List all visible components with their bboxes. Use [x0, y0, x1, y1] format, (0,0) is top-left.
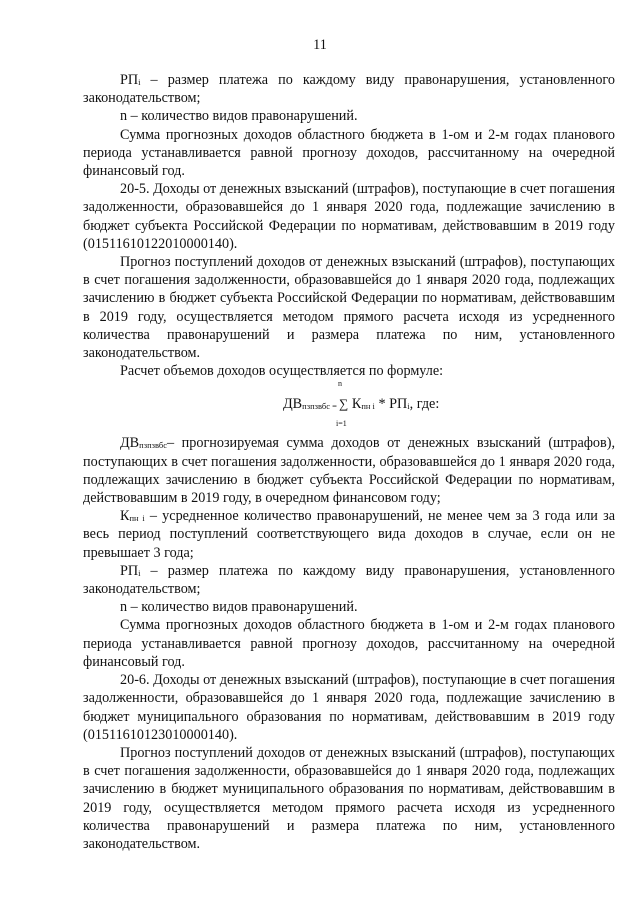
formula-rp: * РП [374, 396, 408, 413]
formula-lhs-subscript: пзпзвбс [302, 401, 330, 412]
rp-definition-text-2: – размер платежа по каждому виду правонарушения, установленного законодательством; [83, 562, 615, 598]
rp-definition-2 [83, 562, 615, 598]
rp-symbol-2: РП [120, 562, 139, 579]
k-definition [83, 507, 615, 562]
sum-upper-limit: n [338, 379, 342, 389]
document-body [83, 71, 615, 853]
forecast-paragraph: Прогноз поступлений доходов от денежных взысканий (штрафов), поступающих в счет погашения задолженности, образовавшейся до 1 января 2020 года, подлежащих зачислению в бюджет субъекта Российской Федерации по нормативам, действовавшим в 2019 году, осуществляется методом прямого расчета исходя из усредненного количества правонарушений и размера платежа по ним, установленного законодательством. [83, 254, 615, 362]
item-20-5: 20-5. Доходы от денежных взысканий (штрафов), поступающие в счет погашения задолженности, образовавшейся до 1 января 2020 года, подлежащие зачислению в бюджет субъекта Российской Федерации по нормативам, действовавшим в 2019 году (01511610122010000140). [83, 181, 615, 252]
formula-expression [283, 395, 439, 413]
rp-symbol: РП [120, 72, 139, 88]
formula-k-subscript: пн i [361, 401, 375, 412]
n-definition: n – количество видов правонарушений. [120, 108, 358, 125]
rp-subscript-2: i [138, 567, 141, 578]
page-number: 11 [313, 37, 327, 53]
calc-paragraph: Расчет объемов доходов осуществляется по формуле: [120, 363, 444, 380]
n-definition-2: n – количество видов правонарушений. [120, 599, 358, 616]
formula-tail: , где: [409, 396, 440, 413]
formula-k: К [348, 396, 362, 413]
formula-rp-subscript: i [407, 401, 410, 412]
dv-definition [83, 434, 615, 507]
dv-subscript: пзпзвбс [139, 440, 167, 451]
k-definition-text: – усредненное количество правонарушений, не менее чем за 3 года или за весь период поступлений соответствующего вида доходов в случае, если он не превышает 3 года; [83, 508, 615, 561]
formula-lhs: ДВ [283, 396, 303, 413]
rp-definition [83, 71, 615, 107]
sum-paragraph: Сумма прогнозных доходов областного бюджета в 1-ом и 2-м годах планового периода устанавливается равной прогнозу доходов, рассчитанному на очередной финансовый год. [83, 126, 615, 180]
k-symbol: К [120, 508, 130, 525]
forecast-paragraph-2: Прогноз поступлений доходов от денежных взысканий (штрафов), поступающих в счет погашения задолженности, образовавшейся до 1 января 2020 года, подлежащих зачислению в бюджет муниципального образования по нормативам, действовавшим в 2019 году, осуществляется методом прямого расчета исходя из усредненного количества правонарушений и размера платежа по ним, установленного законодательством. [83, 744, 615, 852]
formula [83, 380, 615, 434]
formula-equals: = [329, 401, 340, 412]
rp-subscript: i [138, 77, 141, 87]
rp-definition-text: – размер платежа по каждому виду правонарушения, установленного законодательством; [83, 72, 615, 107]
dv-symbol: ДВ [120, 435, 140, 452]
k-subscript: пн i [129, 513, 145, 524]
sum-lower-limit: i=1 [336, 419, 347, 429]
sigma-symbol: ∑ [339, 396, 349, 412]
sum-paragraph-2: Сумма прогнозных доходов областного бюджета в 1-ом и 2-м годах планового периода устанавливается равной прогнозу доходов, рассчитанному на очередной финансовый год. [83, 617, 615, 670]
dv-definition-text: – прогнозируемая сумма доходов от денежных взысканий (штрафов), поступающих в счет погашения задолженности, образовавшейся до 1 января 2020 года, подлежащих зачислению в бюджет субъекта Российской Федерации по нормативам, действовавшим в 2019 году, в очередном финансовом году; [83, 435, 615, 507]
item-20-6: 20-6. Доходы от денежных взысканий (штрафов), поступающие в счет погашения задолженности, образовавшейся до 1 января 2020 года, подлежащие зачислению в бюджет муниципального образования по нормативам, действовавшим в 2019 году (01511610123010000140). [83, 672, 615, 743]
